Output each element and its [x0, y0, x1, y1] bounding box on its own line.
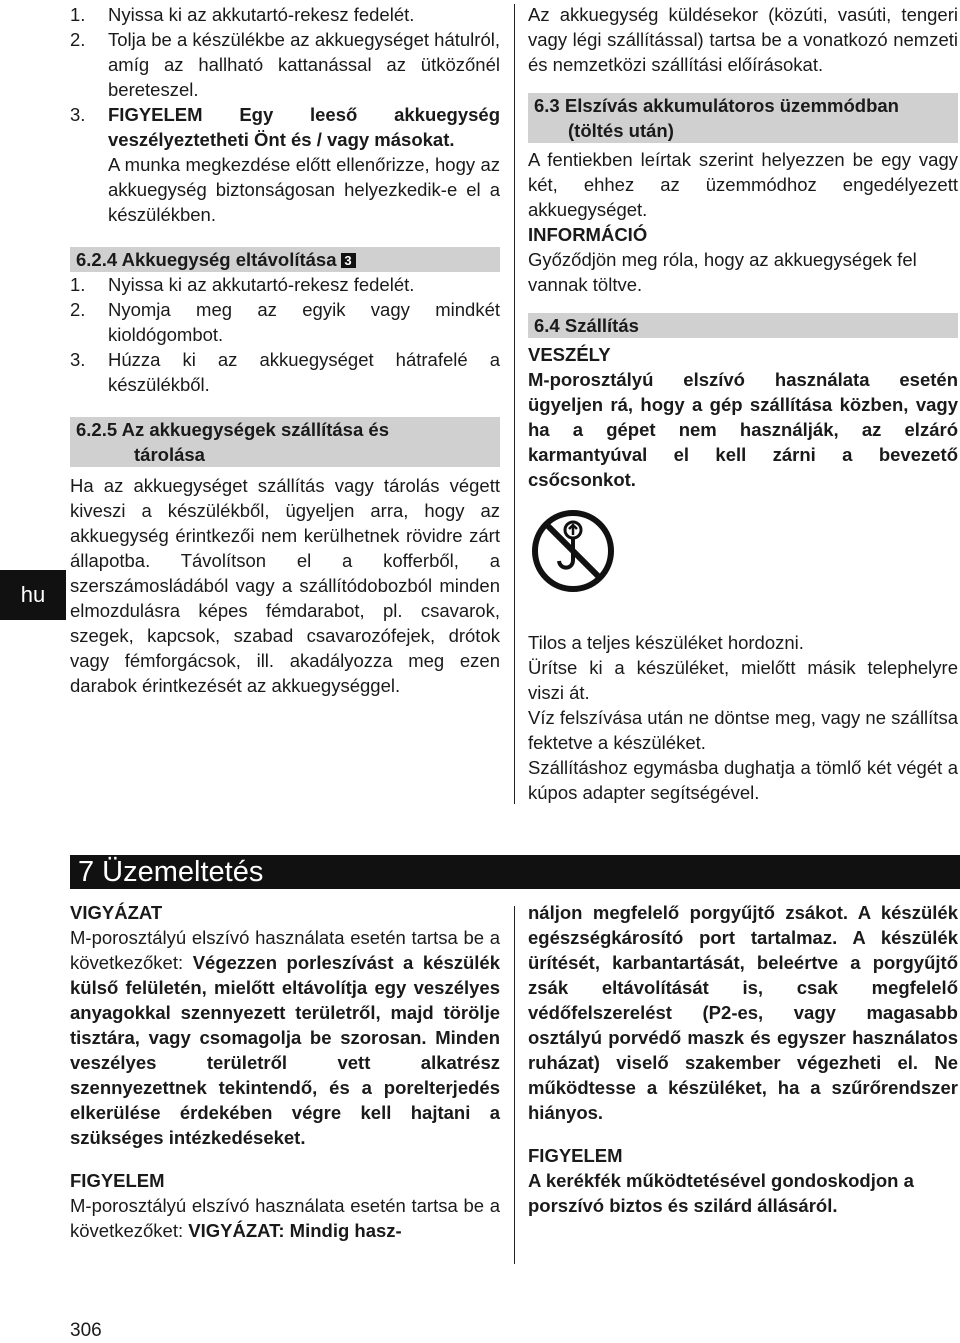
section-title: 6.3 Elszívás akkumulátoros üzemmódban [534, 95, 899, 116]
page-number: 306 [70, 1320, 102, 1341]
step-number: 2. [70, 29, 86, 50]
language-tab-label: hu [20, 582, 46, 607]
caution-text [70, 925, 500, 1150]
language-tab [0, 570, 66, 620]
bottom-right-column [528, 900, 958, 1218]
warning-text: A kerékfék működtetésével gondoskodjon a porszívó biztos és szilárd állásáról. [528, 1170, 914, 1216]
list-item [70, 27, 500, 102]
step-text: Nyissa ki az akkutartó-rekesz fedelét. [108, 4, 415, 25]
section-title: 6.2.5 Az akkuegységek szállítása és [76, 419, 389, 440]
chapter-title: 7 Üzemeltetés [78, 856, 264, 888]
list-item [70, 272, 500, 297]
column-divider-bottom [514, 906, 515, 1264]
step-text: Húzza ki az akkuegységet hátrafelé a készülékből. [108, 349, 500, 395]
info-label: INFORMÁCIÓ [528, 224, 648, 245]
list-item [70, 2, 500, 27]
step-number: 1. [70, 274, 86, 295]
section-title: 6.2.4 Akkuegység eltávolítása [76, 249, 337, 270]
step-number: 3. [70, 349, 86, 370]
caution-plain-text: M-porosztályú elszívó használata esetén tartsa be a következőket: [70, 927, 500, 973]
warning-label: FIGYELEM [528, 1145, 623, 1166]
danger-text: M-porosztályú elszívó használata esetén ügyeljen rá, hogy a gép szállítása közben, vagy ha a gépet nem használják, az elzáró karmantyúval el kell zárni a bevezető csőcsonkot. [528, 369, 958, 490]
step-text: Tolja be a készülékbe az akkuegységet hátulról, amíg az hallható kattanással az ütközőnél bereteszel. [108, 29, 500, 100]
step-text: Nyomja meg az egyik vagy mindkét kioldógombot. [108, 299, 500, 345]
list-item [70, 347, 500, 397]
section-title-continued: tárolása [134, 444, 205, 465]
warning-plain-text: M-porosztályú elszívó használata esetén tartsa be a következőket: [70, 1195, 500, 1241]
instruction-line: Ürítse ki a készüléket, mielőtt másik telephelyre viszi át. [528, 657, 958, 703]
warning-label: FIGYELEM [70, 1170, 165, 1191]
section-heading-6-3 [528, 93, 958, 143]
step-text: A munka megkezdése előtt ellenőrizze, hogy az akkuegység biztonságosan helyezkedik-e el a készülékben. [108, 154, 500, 225]
transport-instructions [528, 630, 958, 805]
caution-label: VIGYÁZAT [70, 902, 163, 923]
steps-remove-list [70, 272, 500, 397]
step-number: 3. [70, 104, 86, 125]
continued-warning-text: náljon megfelelő porgyűjtő zsákot. A készülék egészségkárosító port tartalmaz. A készülék ürítését, karbantartását, beleértve a porgyűjtő zsák eltávolítását is, csak megfelelő védőfelszerelést (P2-es, vagy magasabb osztályú porvédő maszk és egyszer használatos ruházat) viselő szakember végezheti el. Ne működtesse a készüléket, ha a szűrőrendszer hiányos. [528, 902, 958, 1123]
step-text: Nyissa ki az akkutartó-rekesz fedelét. [108, 274, 415, 295]
instruction-line: Szállításhoz egymásba dughatja a tömlő két végét a kúpos adapter segítségével. [528, 757, 958, 803]
step-number: 1. [70, 4, 86, 25]
caution-bold-text: Végezzen porleszívást a készülék külső felületén, mielőtt eltávolítja egy veszélyes anyagokkal szennyezett területről, majd törölje tisztára, vagy csomagolja be szorosan. Minden veszélyes területről vett alkatrész szennyezettnek tekintendő, és a porelterjedés elkerülése érdekében végre kell hajtani a szükséges intézkedéseket. [70, 952, 501, 1148]
info-text: Győződjön meg róla, hogy az akkuegységek fel vannak töltve. [528, 249, 917, 295]
section-title: 6.4 Szállítás [534, 315, 639, 336]
step-warning-lead: FIGYELEM Egy leeső akkuegység veszélyeztetheti Önt és / vagy másokat. [108, 104, 500, 150]
danger-label: VESZÉLY [528, 344, 611, 365]
no-crane-lifting-icon [530, 508, 616, 594]
column-divider-top [514, 4, 515, 804]
figure-reference-badge: 3 [341, 253, 356, 268]
steps-insert-list [70, 2, 500, 227]
prohibition-sign [528, 508, 958, 620]
section-body: Ha az akkuegységet szállítás vagy tárolás végett kiveszi a készülékből, ügyeljen arra, hogy az akkuegység érintkezői nem kerülhetnek rövidre zárt állapotba. Távolítson el a kofferből, a szerszámosládából vagy a szállítódobozból minden elmozdulásra képes fémdarabot, pl. csavarok, szegek, kapcsok, szabad csavarozófejek, drótok vagy fémforgácsok, ill. akadályozza meg ezen darabok érintkezését az akkuegységgel. [70, 475, 500, 696]
section-title-continued: (töltés után) [568, 120, 674, 141]
instruction-line: Tilos a teljes készüléket hordozni. [528, 632, 804, 653]
section-heading-6-4 [528, 313, 958, 338]
step-number: 2. [70, 299, 86, 320]
section-heading-6-2-4 [70, 247, 500, 272]
section-heading-6-2-5 [70, 417, 500, 467]
list-item [70, 102, 500, 227]
list-item [70, 297, 500, 347]
section-body: A fentiekben leírtak szerint helyezzen be egy vagy két, ehhez az üzemmódhoz engedélyezett akkuegységet. [528, 149, 958, 220]
left-column [70, 2, 500, 698]
instruction-line: Víz felszívása után ne döntse meg, vagy ne szállítsa fektetve a készüléket. [528, 707, 958, 753]
warning-bold-text: VIGYÁZAT: Mindig hasz- [188, 1220, 402, 1241]
warning-text [70, 1193, 500, 1243]
bottom-left-column [70, 900, 500, 1243]
chapter-heading [70, 855, 960, 889]
shipping-intro: Az akkuegység küldésekor (közúti, vasúti, tengeri vagy légi szállítással) tartsa be a vonatkozó nemzeti és nemzetközi szállítási előírásokat. [528, 4, 958, 75]
right-column [528, 2, 958, 805]
